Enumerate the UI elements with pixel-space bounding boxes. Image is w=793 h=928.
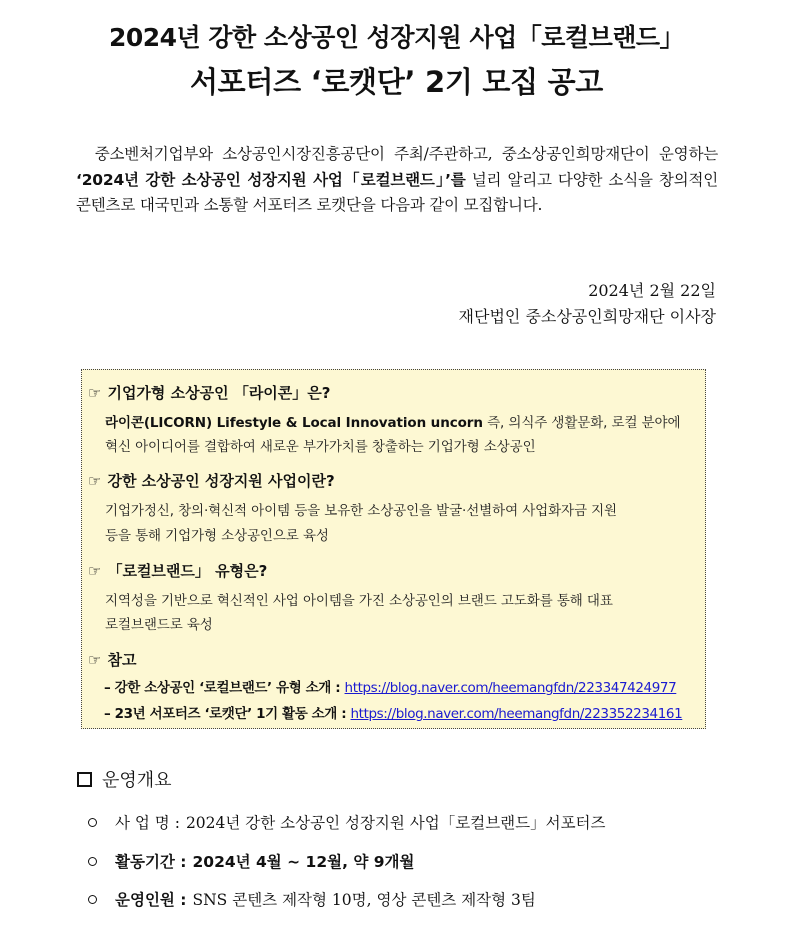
overview-item: 운영인원 : SNS 콘텐츠 제작형 10명, 영상 콘텐츠 제작형 3팀 xyxy=(88,888,536,910)
reference-link[interactable]: https://blog.naver.com/heemangfdn/223347424977 xyxy=(344,680,677,696)
pointing-hand-icon: ☞ xyxy=(88,384,102,402)
intro-paragraph xyxy=(76,142,718,219)
square-bullet-icon xyxy=(77,772,92,787)
intro-program-name: ‘2024년 강한 소상공인 성장지원 사업「로컬브랜드」’를 xyxy=(76,170,466,189)
section-heading-local-brand: ☞ 「로컬브랜드」 유형은? xyxy=(88,562,268,580)
overview-item: 활동기간 : 2024년 4월 ~ 12월, 약 9개월 xyxy=(88,850,414,872)
section-heading-reference: ☞ 참고 xyxy=(88,651,137,669)
intro-text-2: 널리 알리고 다양한 소식을 창의적인 콘텐츠로 대국민과 소통할 서포터즈 로캣단을 다음과 같이 모집합니다. xyxy=(76,170,718,214)
section-heading-licorn: ☞ 기업가형 소상공인 「라이콘」은? xyxy=(88,384,331,402)
pointing-hand-icon: ☞ xyxy=(88,472,102,490)
circle-bullet-icon xyxy=(88,895,97,904)
reference-link[interactable]: https://blog.naver.com/heemangfdn/223352234161 xyxy=(350,706,683,722)
section-heading-program: ☞ 강한 소상공인 성장지원 사업이란? xyxy=(88,472,335,490)
pointing-hand-icon: ☞ xyxy=(88,562,102,580)
program-description-line2: 등을 통해 기업가형 소상공인으로 육성 xyxy=(105,528,329,544)
intro-text-1: 중소벤처기업부와 소상공인시장진흥공단이 주최/주관하고, 중소상공인희망재단이 운영하는 xyxy=(94,145,718,163)
reference-item: – 강한 소상공인 ‘로컬브랜드’ 유형 소개 : https://blog.naver.com/heemangfdn/223347424977 xyxy=(104,680,677,696)
local-brand-description-line2: 로컬브랜드로 육성 xyxy=(105,617,213,633)
page-title-line2: 서포터즈 ‘로캣단’ 2기 모집 공고 xyxy=(189,65,604,99)
reference-item: – 23년 서포터즈 ‘로캣단’ 1기 활동 소개 : https://blog.naver.com/heemangfdn/223352234161 xyxy=(104,706,683,722)
pointing-hand-icon: ☞ xyxy=(88,651,102,669)
info-box xyxy=(81,369,706,729)
local-brand-description-line1: 지역성을 기반으로 혁신적인 사업 아이템을 가진 소상공인의 브랜드 고도화를 통해 대표 xyxy=(105,593,613,609)
circle-bullet-icon xyxy=(88,818,97,827)
overview-item: 사 업 명 : 2024년 강한 소상공인 성장지원 사업「로컬브랜드」서포터즈 xyxy=(88,811,606,833)
licorn-definition-line2: 혁신 아이디어를 결합하여 새로운 부가가치를 창출하는 기업가형 소상공인 xyxy=(105,439,536,455)
issuing-organization: 재단법인 중소상공인희망재단 이사장 xyxy=(458,307,716,326)
program-description-line1: 기업가정신, 창의·혁신적 아이템 등을 보유한 소상공인을 발굴·선별하여 사업화자금 지원 xyxy=(105,503,617,519)
overview-heading: 운영개요 xyxy=(77,766,172,792)
announcement-date: 2024년 2월 22일 xyxy=(588,281,716,300)
page-title-line1: 2024년 강한 소상공인 성장지원 사업「로컬브랜드」 xyxy=(108,23,685,52)
circle-bullet-icon xyxy=(88,857,97,866)
licorn-definition-line1: 라이콘(LICORN) Lifestyle & Local Innovation uncorn 즉, 의식주 생활문화, 로컬 분야에 xyxy=(105,415,681,431)
